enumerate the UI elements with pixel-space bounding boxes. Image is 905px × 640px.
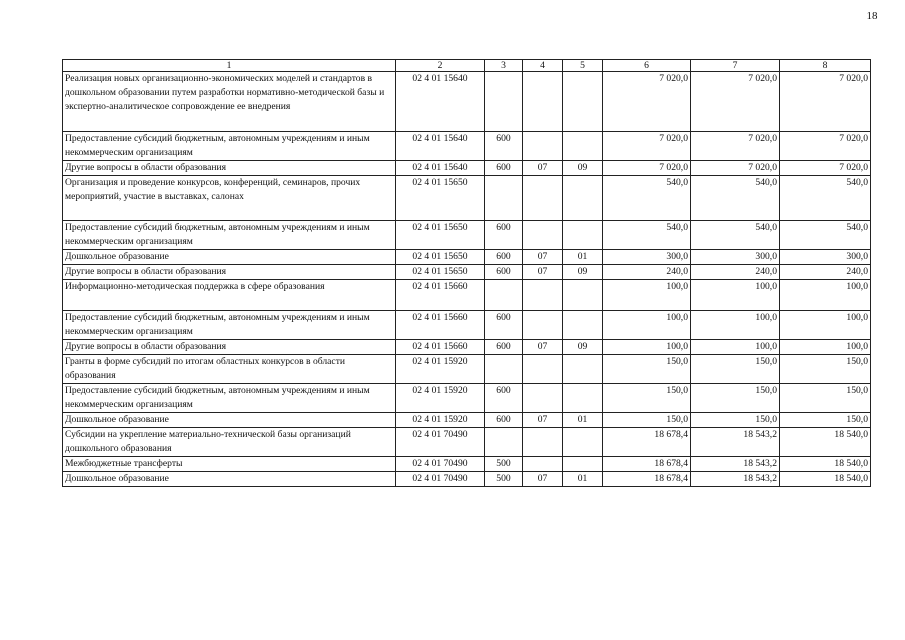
row-rz-cell — [523, 221, 563, 250]
row-value-cell: 18 678,4 — [603, 428, 691, 457]
row-rz-cell: 07 — [523, 265, 563, 280]
row-rz-cell — [523, 355, 563, 384]
row-value-cell: 300,0 — [603, 250, 691, 265]
row-value-cell: 540,0 — [691, 221, 780, 250]
row-pr-cell — [563, 176, 603, 221]
row-value-cell: 18 540,0 — [780, 428, 871, 457]
row-vr-cell — [485, 176, 523, 221]
row-value-cell: 100,0 — [780, 311, 871, 340]
row-rz-cell: 07 — [523, 161, 563, 176]
row-vr-cell: 600 — [485, 221, 523, 250]
row-vr-cell: 600 — [485, 250, 523, 265]
row-csr-cell: 02 4 01 15920 — [396, 384, 485, 413]
row-csr-cell: 02 4 01 70490 — [396, 472, 485, 487]
row-value-cell: 150,0 — [603, 384, 691, 413]
row-value-cell: 100,0 — [603, 311, 691, 340]
row-value-cell: 7 020,0 — [603, 161, 691, 176]
row-value-cell: 7 020,0 — [780, 161, 871, 176]
row-rz-cell: 07 — [523, 340, 563, 355]
row-rz-cell — [523, 457, 563, 472]
row-vr-cell: 500 — [485, 472, 523, 487]
row-value-cell: 18 543,2 — [691, 457, 780, 472]
row-value-cell: 540,0 — [780, 221, 871, 250]
row-rz-cell: 07 — [523, 472, 563, 487]
row-name-cell: Дошкольное образование — [63, 250, 396, 265]
row-csr-cell: 02 4 01 15650 — [396, 265, 485, 280]
row-vr-cell — [485, 280, 523, 311]
row-name-cell: Предоставление субсидий бюджетным, автономным учреждениям и иным некоммерческим организациям — [63, 132, 396, 161]
row-pr-cell — [563, 311, 603, 340]
row-name-cell: Другие вопросы в области образования — [63, 161, 396, 176]
row-name-cell: Гранты в форме субсидий по итогам областных конкурсов в области образования — [63, 355, 396, 384]
row-vr-cell: 600 — [485, 413, 523, 428]
column-header: 1 — [63, 60, 396, 72]
row-value-cell: 300,0 — [780, 250, 871, 265]
row-value-cell: 240,0 — [603, 265, 691, 280]
row-value-cell: 150,0 — [691, 413, 780, 428]
row-name-cell: Другие вопросы в области образования — [63, 340, 396, 355]
table-row — [63, 280, 871, 311]
row-pr-cell: 09 — [563, 161, 603, 176]
budget-table — [62, 59, 871, 487]
row-value-cell: 150,0 — [603, 355, 691, 384]
row-value-cell: 18 678,4 — [603, 457, 691, 472]
row-csr-cell: 02 4 01 15660 — [396, 311, 485, 340]
row-pr-cell: 01 — [563, 250, 603, 265]
table-row — [63, 176, 871, 221]
row-csr-cell: 02 4 01 15640 — [396, 72, 485, 132]
row-csr-cell: 02 4 01 70490 — [396, 428, 485, 457]
row-value-cell: 7 020,0 — [780, 72, 871, 132]
row-name-cell: Предоставление субсидий бюджетным, автономным учреждениям и иным некоммерческим организациям — [63, 221, 396, 250]
table-row — [63, 457, 871, 472]
row-value-cell: 7 020,0 — [603, 72, 691, 132]
row-value-cell: 540,0 — [603, 176, 691, 221]
row-pr-cell — [563, 72, 603, 132]
row-rz-cell: 07 — [523, 250, 563, 265]
row-vr-cell: 500 — [485, 457, 523, 472]
row-pr-cell: 01 — [563, 413, 603, 428]
row-value-cell: 100,0 — [780, 340, 871, 355]
table-row — [63, 355, 871, 384]
row-vr-cell: 600 — [485, 384, 523, 413]
row-value-cell: 150,0 — [780, 355, 871, 384]
row-value-cell: 150,0 — [780, 413, 871, 428]
row-value-cell: 150,0 — [691, 355, 780, 384]
row-vr-cell: 600 — [485, 132, 523, 161]
row-rz-cell — [523, 384, 563, 413]
row-vr-cell — [485, 355, 523, 384]
row-csr-cell: 02 4 01 15650 — [396, 250, 485, 265]
row-name-cell: Реализация новых организационно-экономических моделей и стандартов в дошкольном образовании путем разработки нормативно-методической базы и экспертно-аналитическое сопровождение ее внедрения — [63, 72, 396, 132]
row-vr-cell — [485, 72, 523, 132]
column-header: 8 — [780, 60, 871, 72]
row-value-cell: 100,0 — [603, 340, 691, 355]
table-row — [63, 161, 871, 176]
table-row — [63, 340, 871, 355]
column-header: 7 — [691, 60, 780, 72]
row-pr-cell — [563, 457, 603, 472]
column-header: 6 — [603, 60, 691, 72]
row-name-cell: Субсидии на укрепление материально-технической базы организаций дошкольного образования — [63, 428, 396, 457]
row-csr-cell: 02 4 01 15920 — [396, 413, 485, 428]
row-pr-cell — [563, 355, 603, 384]
row-value-cell: 150,0 — [691, 384, 780, 413]
row-name-cell: Межбюджетные трансферты — [63, 457, 396, 472]
row-value-cell: 100,0 — [691, 340, 780, 355]
table-row — [63, 250, 871, 265]
row-vr-cell — [485, 428, 523, 457]
column-header: 5 — [563, 60, 603, 72]
row-value-cell: 7 020,0 — [780, 132, 871, 161]
row-value-cell: 100,0 — [780, 280, 871, 311]
row-csr-cell: 02 4 01 15640 — [396, 132, 485, 161]
row-vr-cell: 600 — [485, 161, 523, 176]
row-name-cell: Другие вопросы в области образования — [63, 265, 396, 280]
row-pr-cell: 01 — [563, 472, 603, 487]
row-rz-cell — [523, 311, 563, 340]
row-value-cell: 100,0 — [691, 311, 780, 340]
row-value-cell: 7 020,0 — [691, 161, 780, 176]
row-rz-cell — [523, 428, 563, 457]
row-vr-cell: 600 — [485, 265, 523, 280]
table-row — [63, 472, 871, 487]
row-rz-cell — [523, 176, 563, 221]
row-value-cell: 18 543,2 — [691, 428, 780, 457]
column-header: 2 — [396, 60, 485, 72]
row-value-cell: 7 020,0 — [691, 72, 780, 132]
row-name-cell: Информационно-методическая поддержка в сфере образования — [63, 280, 396, 311]
column-header: 3 — [485, 60, 523, 72]
row-pr-cell: 09 — [563, 265, 603, 280]
row-value-cell: 540,0 — [780, 176, 871, 221]
row-rz-cell — [523, 280, 563, 311]
row-value-cell: 150,0 — [603, 413, 691, 428]
row-csr-cell: 02 4 01 15650 — [396, 176, 485, 221]
row-value-cell: 100,0 — [691, 280, 780, 311]
row-value-cell: 7 020,0 — [691, 132, 780, 161]
row-rz-cell: 07 — [523, 413, 563, 428]
row-name-cell: Предоставление субсидий бюджетным, автономным учреждениям и иным некоммерческим организациям — [63, 311, 396, 340]
row-value-cell: 540,0 — [691, 176, 780, 221]
row-value-cell: 100,0 — [603, 280, 691, 311]
row-name-cell: Дошкольное образование — [63, 413, 396, 428]
row-csr-cell: 02 4 01 15920 — [396, 355, 485, 384]
row-csr-cell: 02 4 01 15650 — [396, 221, 485, 250]
header-row — [63, 60, 871, 72]
row-value-cell: 150,0 — [780, 384, 871, 413]
row-csr-cell: 02 4 01 15660 — [396, 340, 485, 355]
row-pr-cell — [563, 132, 603, 161]
row-value-cell: 18 678,4 — [603, 472, 691, 487]
row-name-cell: Организация и проведение конкурсов, конференций, семинаров, прочих мероприятий, участие в выставках, салонах — [63, 176, 396, 221]
row-pr-cell — [563, 384, 603, 413]
row-value-cell: 18 543,2 — [691, 472, 780, 487]
row-name-cell: Дошкольное образование — [63, 472, 396, 487]
row-pr-cell — [563, 280, 603, 311]
row-value-cell: 240,0 — [691, 265, 780, 280]
row-csr-cell: 02 4 01 15640 — [396, 161, 485, 176]
table-row — [63, 265, 871, 280]
row-csr-cell: 02 4 01 15660 — [396, 280, 485, 311]
table-row — [63, 384, 871, 413]
table-row — [63, 311, 871, 340]
table-row — [63, 221, 871, 250]
row-rz-cell — [523, 72, 563, 132]
table-row — [63, 413, 871, 428]
row-vr-cell: 600 — [485, 340, 523, 355]
row-csr-cell: 02 4 01 70490 — [396, 457, 485, 472]
row-pr-cell — [563, 428, 603, 457]
row-value-cell: 240,0 — [780, 265, 871, 280]
table-row — [63, 428, 871, 457]
row-value-cell: 7 020,0 — [603, 132, 691, 161]
row-value-cell: 300,0 — [691, 250, 780, 265]
row-pr-cell: 09 — [563, 340, 603, 355]
table-row — [63, 132, 871, 161]
row-value-cell: 540,0 — [603, 221, 691, 250]
row-value-cell: 18 540,0 — [780, 457, 871, 472]
table-row — [63, 72, 871, 132]
column-header: 4 — [523, 60, 563, 72]
table-body — [63, 72, 871, 487]
row-value-cell: 18 540,0 — [780, 472, 871, 487]
page-number: 18 — [866, 10, 878, 22]
row-pr-cell — [563, 221, 603, 250]
row-name-cell: Предоставление субсидий бюджетным, автономным учреждениям и иным некоммерческим организациям — [63, 384, 396, 413]
row-rz-cell — [523, 132, 563, 161]
row-vr-cell: 600 — [485, 311, 523, 340]
